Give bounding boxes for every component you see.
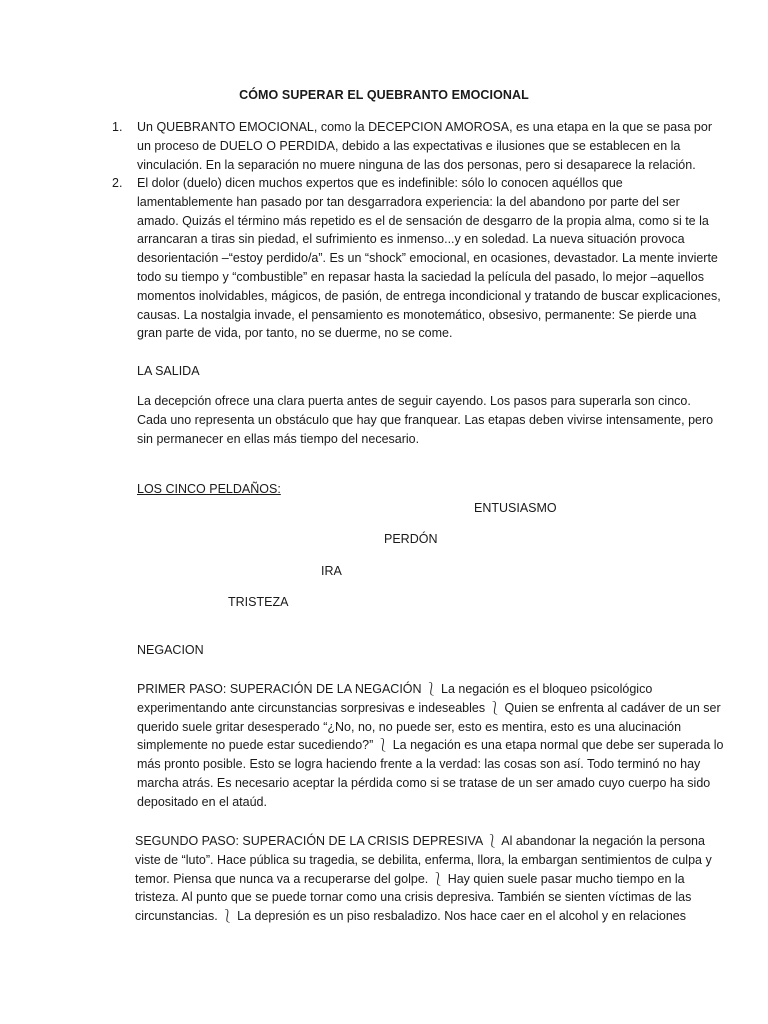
list-text: El dolor (duelo) dicen muchos expertos que es indefinible: sólo lo conocen aquéllos que lamentablemente han pasado por tan desgarradora experiencia: la del abandono por parte del ser amado. Quizás el término más repetido es el de sensación de desgarro de la propia alma, como si te la arrancaran a tiras sin piedad, el sufrimiento es inmenso...y en soledad. La nueva situación provoca desorientación –“estoy perdido/a”. Es un “shock” emocional, en ocasiones, devastador. La mente invierte todo su tiempo y “combustible” en repasar hasta la saciedad la película del pasado, lo mejor –aquellos momentos inolvidables, mágicos, de pasión, de entrega incondicional y tratando de buscar explicaciones, causas. La nostalgia invade, el pensamiento es monotemático, obsesivo, permanente: Se pierde una gran parte de vida, por tanto, no se duerme, no se come. <box>137 176 721 341</box>
document-title: CÓMO SUPERAR EL QUEBRANTO EMOCIONAL <box>239 88 529 102</box>
step-ira: IRA <box>321 564 342 578</box>
step-perdon: PERDÓN <box>384 532 438 546</box>
list-text: Un QUEBRANTO EMOCIONAL, como la DECEPCION AMOROSA, es una etapa en la que se pasa por un proceso de DUELO O PERDIDA, debido a las expectativas e ilusiones que se establecen en la vinculación. En la separación no muere ninguna de las dos personas, pero si desaparece la relación. <box>137 120 712 172</box>
segundo-paso-paragraph: SEGUNDO PASO: SUPERACIÓN DE LA CRISIS DEPRESIVA ⎱ Al abandonar la negación la persona viste de “luto”. Hace pública su tragedia, se debilita, enferma, llora, la embargan sentimientos de culpa y temor. Piensa que nunca va a recuperarse del golpe. ⎱ Hay quien suele pasar mucho tiempo en la tristeza. Al punto que se puede tornar como una crisis depresiva. También se sienten víctimas de las circunstancias. ⎱ La depresión es un piso resbaladizo. Nos hace caer en el alcohol y en relaciones <box>135 834 712 924</box>
list-item-2 <box>112 174 722 343</box>
list-number: 1. <box>112 120 123 134</box>
list-number: 2. <box>112 176 123 190</box>
peldanos-heading: LOS CINCO PELDAÑOS: <box>137 482 281 496</box>
salida-heading: LA SALIDA <box>137 364 200 378</box>
step-tristeza: TRISTEZA <box>228 595 289 609</box>
step-entusiasmo: ENTUSIASMO <box>474 501 557 515</box>
salida-paragraph: La decepción ofrece una clara puerta antes de seguir cayendo. Los pasos para superarla son cinco. Cada uno representa un obstáculo que hay que franquear. Las etapas deben vivirse intensamente, pero sin permanecer en ellas más tiempo del necesario. <box>137 394 714 446</box>
list-item-1 <box>112 118 722 174</box>
step-negacion: NEGACION <box>137 643 204 657</box>
primer-paso-paragraph: PRIMER PASO: SUPERACIÓN DE LA NEGACIÓN ⎱ La negación es el bloqueo psicológico experimentando ante circunstancias sorpresivas e indeseables ⎱ Quien se enfrenta al cadáver de un ser querido suele gritar desesperado “¿No, no, no puede ser, esto es mentira, esto es una alucinación simplemente no puede estar sucediendo?” ⎱ La negación es una etapa normal que debe ser superada lo más pronto posible. Esto se logra haciendo frente a la verdad: las cosas son así. Todo terminó no hay marcha atrás. Es necesario aceptar la pérdida como si se tratase de un ser amado cuyo cuerpo ha sido depositado en el ataúd. <box>137 682 724 809</box>
